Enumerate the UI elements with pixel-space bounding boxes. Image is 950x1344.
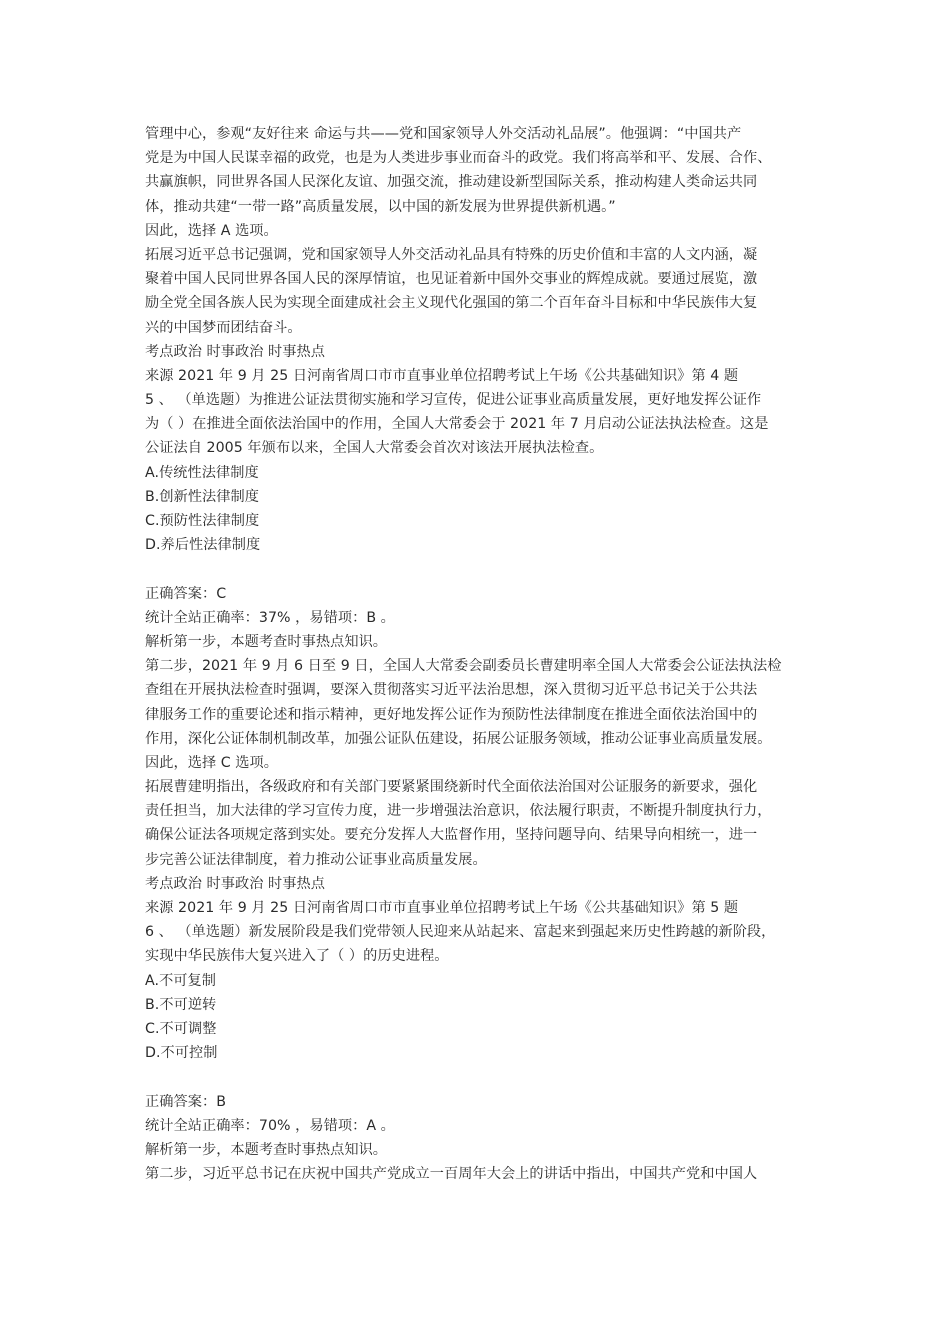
intro-section	[145, 122, 800, 388]
intro-conclusion: 因此，选择 A 选项。	[145, 222, 278, 239]
q5-option-a: A.传统性法律制度	[145, 464, 259, 481]
question-6	[145, 920, 800, 1186]
intro-extension-line-4: 兴的中国梦而团结奋斗。	[145, 319, 302, 336]
intro-line-4: 体，推动共建“一带一路”高质量发展，以中国的新发展为世界提供新机遇。”	[145, 198, 616, 215]
q5-option-d: D.养后性法律制度	[145, 537, 261, 554]
q6-option-b: B.不可逆转	[145, 996, 217, 1013]
q5-analysis-line-1: 解析第一步，本题考查时事热点知识。	[145, 633, 388, 650]
q5-conclusion: 因此，选择 C 选项。	[145, 754, 278, 771]
q5-analysis-line-3: 查组在开展执法检查时强调，要深入贯彻落实习近平法治思想，深入贯彻习近平总书记关于公共法	[145, 682, 758, 699]
q6-option-d: D.不可控制	[145, 1045, 218, 1062]
q5-question-line-2: 为（ ）在推进全面依法治国中的作用，全国人大常委会于 2021 年 7 月启动公证法执法检查。这是	[145, 416, 769, 433]
q5-analysis-line-4: 律服务工作的重要论述和指示精神，更好地发挥公证作为预防性法律制度在推进全面依法治国中的	[145, 706, 758, 723]
q5-question-line-1: 5 、 （单选题）为推进公证法贯彻实施和学习宣传，促进公证事业高质量发展，更好地发挥公证作	[145, 392, 762, 409]
intro-topic: 考点政治 时事政治 时事热点	[145, 343, 325, 360]
q6-question-line-2: 实现中华民族伟大复兴进入了（ ）的历史进程。	[145, 948, 449, 965]
q6-stats: 统计全站正确率：70% ，易错项：A 。	[145, 1117, 395, 1134]
q5-option-b: B.创新性法律制度	[145, 488, 260, 505]
q5-extension-line-4: 步完善公证法律制度，着力推动公证事业高质量发展。	[145, 851, 487, 868]
intro-extension-line-1: 拓展习近平总书记强调，党和国家领导人外交活动礼品具有特殊的历史价值和丰富的人文内涵，凝	[145, 246, 758, 263]
q5-source: 来源 2021 年 9 月 25 日河南省周口市市直事业单位招聘考试上午场《公共基础知识》第 5 题	[145, 900, 739, 916]
q5-extension-line-1: 拓展曹建明指出，各级政府和有关部门要紧紧围绕新时代全面依法治国对公证服务的新要求，强化	[145, 779, 758, 796]
q5-topic: 考点政治 时事政治 时事热点	[145, 875, 325, 892]
intro-line-3: 共赢旗帜，同世界各国人民深化友谊、加强交流，推动建设新型国际关系，推动构建人类命运共同	[145, 174, 758, 191]
intro-extension-line-3: 励全党全国各族人民为实现全面建成社会主义现代化强国的第二个百年奋斗目标和中华民族伟大复	[145, 295, 758, 312]
q5-extension-line-2: 责任担当，加大法律的学习宣传力度，进一步增强法治意识，依法履行职责，不断提升制度执行力，	[145, 803, 772, 820]
q5-answer: 正确答案：C	[145, 585, 227, 602]
q6-option-a: A.不可复制	[145, 972, 217, 989]
q6-analysis-line-1: 解析第一步，本题考查时事热点知识。	[145, 1141, 388, 1158]
intro-source: 来源 2021 年 9 月 25 日河南省周口市市直事业单位招聘考试上午场《公共基础知识》第 4 题	[145, 367, 739, 384]
q5-spacer	[145, 557, 800, 581]
q5-extension-line-3: 确保公证法各项规定落到实处。要充分发挥人大监督作用，坚持问题导向、结果导向相统一，进一	[145, 827, 758, 844]
q6-spacer	[145, 1065, 800, 1089]
intro-line-2: 党是为中国人民谋幸福的政党，也是为人类进步事业而奋斗的政党。我们将高举和平、发展、合作、	[145, 150, 772, 167]
q6-analysis-line-2: 第二步，习近平总书记在庆祝中国共产党成立一百周年大会上的讲话中指出，中国共产党和中国人	[145, 1166, 758, 1183]
intro-extension-line-2: 聚着中国人民同世界各国人民的深厚情谊，也见证着新中国外交事业的辉煌成就。要通过展览，激	[145, 271, 758, 288]
q5-analysis-line-2: 第二步，2021 年 9 月 6 日至 9 日，全国人大常委会副委员长曹建明率全国人大常委会公证法执法检	[145, 658, 782, 675]
q6-option-c: C.不可调整	[145, 1020, 217, 1037]
intro-line-1: 管理中心，参观“友好往来 命运与共——党和国家领导人外交活动礼品展”。他强调：“中国共产	[145, 126, 742, 142]
q5-option-c: C.预防性法律制度	[145, 513, 260, 529]
q6-answer: 正确答案：B	[145, 1093, 226, 1110]
q5-analysis-line-5: 作用，深化公证体制机制改革，加强公证队伍建设，拓展公证服务领域，推动公证事业高质量发展。	[145, 730, 772, 747]
document-page	[145, 122, 800, 1186]
question-5	[145, 388, 800, 920]
q5-stats: 统计全站正确率：37% ，易错项：B 。	[145, 609, 395, 626]
q5-question-line-3: 公证法自 2005 年颁布以来，全国人大常委会首次对该法开展执法检查。	[145, 440, 604, 457]
q6-question-line-1: 6 、 （单选题）新发展阶段是我们党带领人民迎来从站起来、富起来到强起来历史性跨越的新阶段，	[145, 924, 776, 941]
